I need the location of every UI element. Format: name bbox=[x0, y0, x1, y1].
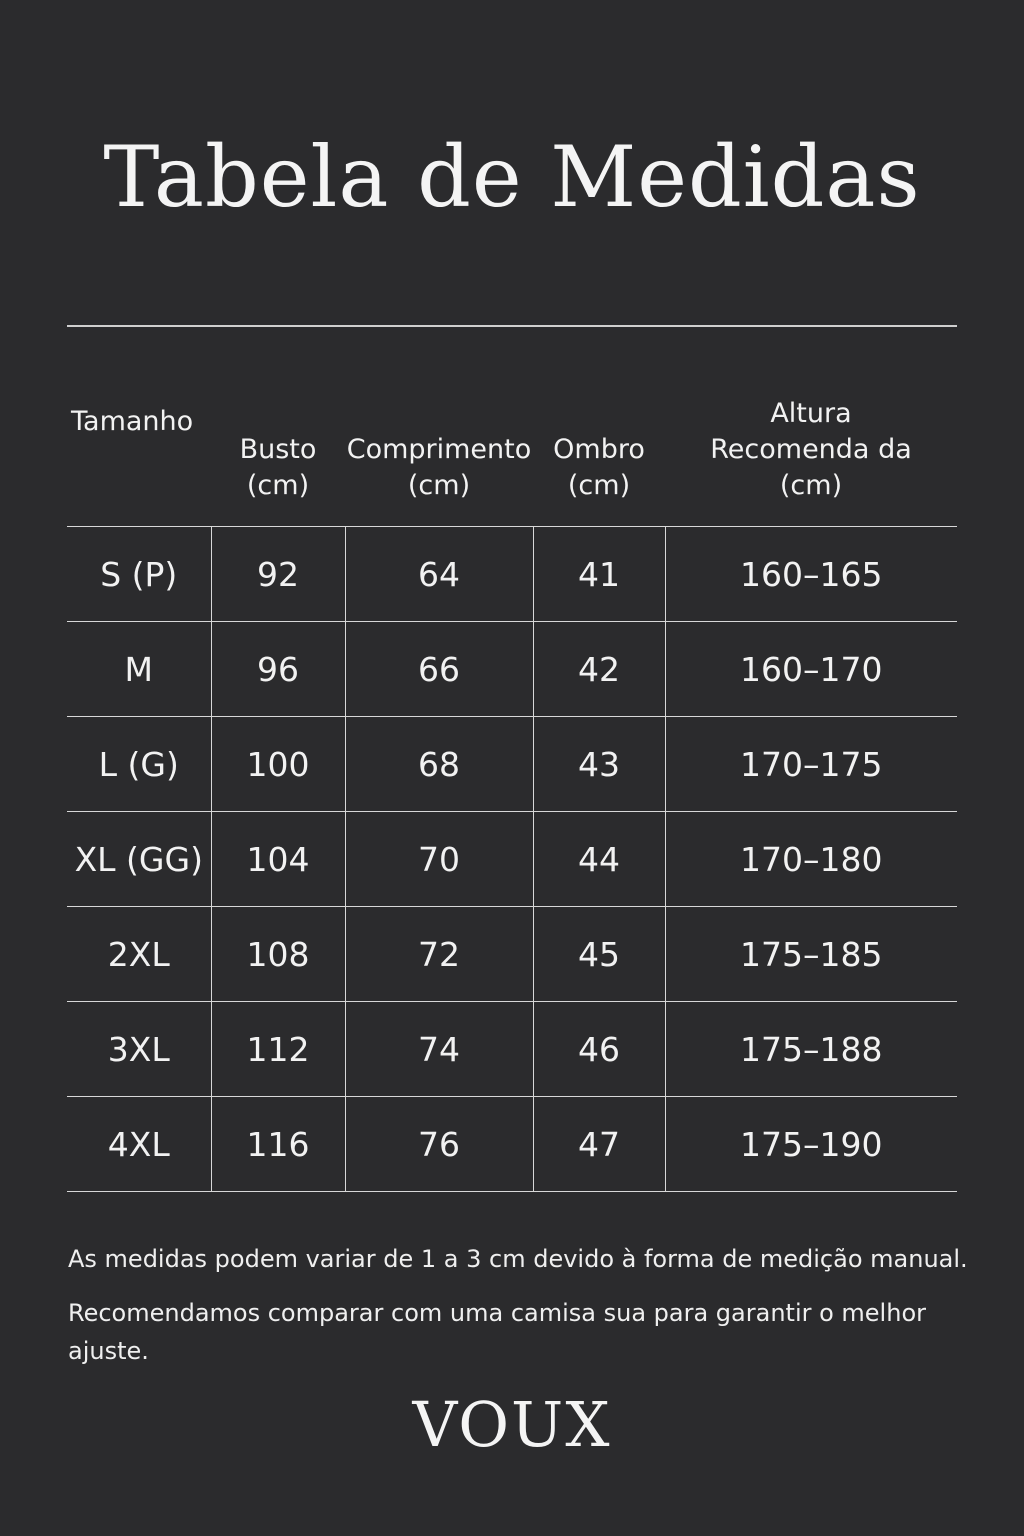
cell-size: 2XL bbox=[67, 907, 211, 1002]
cell-ombro: 45 bbox=[533, 907, 665, 1002]
table-row bbox=[67, 717, 957, 812]
cell-busto: 100 bbox=[211, 717, 345, 812]
cell-altura: 175–185 bbox=[665, 907, 957, 1002]
header-line: Altura bbox=[770, 398, 852, 429]
header-line: Comprimento bbox=[346, 434, 532, 465]
table-row bbox=[67, 527, 957, 622]
cell-comprimento: 66 bbox=[345, 622, 533, 717]
header-line: Ombro bbox=[553, 434, 645, 465]
header-busto bbox=[211, 360, 345, 527]
table-row bbox=[67, 1002, 957, 1097]
header-line: Busto bbox=[239, 434, 317, 465]
cell-altura: 175–188 bbox=[665, 1002, 957, 1097]
cell-ombro: 43 bbox=[533, 717, 665, 812]
cell-comprimento: 68 bbox=[345, 717, 533, 812]
header-line: Tamanho bbox=[71, 406, 194, 437]
title-divider bbox=[67, 325, 957, 327]
header-unit: (cm) bbox=[779, 470, 843, 501]
table-header-row bbox=[67, 360, 957, 527]
size-table bbox=[67, 360, 957, 1192]
cell-comprimento: 74 bbox=[345, 1002, 533, 1097]
cell-busto: 96 bbox=[211, 622, 345, 717]
header-tamanho bbox=[67, 360, 211, 527]
cell-altura: 170–180 bbox=[665, 812, 957, 907]
header-ombro bbox=[533, 360, 665, 527]
brand-logo: VOUX bbox=[412, 1388, 612, 1461]
cell-ombro: 44 bbox=[533, 812, 665, 907]
header-unit: (cm) bbox=[407, 470, 471, 501]
cell-busto: 104 bbox=[211, 812, 345, 907]
cell-busto: 92 bbox=[211, 527, 345, 622]
cell-ombro: 42 bbox=[533, 622, 665, 717]
table-row bbox=[67, 812, 957, 907]
cell-comprimento: 76 bbox=[345, 1097, 533, 1192]
cell-size: L (G) bbox=[67, 717, 211, 812]
cell-altura: 160–170 bbox=[665, 622, 957, 717]
cell-altura: 160–165 bbox=[665, 527, 957, 622]
header-line: Recomenda da bbox=[710, 434, 912, 465]
header-altura bbox=[665, 360, 957, 527]
measurement-note: As medidas podem variar de 1 a 3 cm devido à forma de medição manual. bbox=[68, 1245, 968, 1273]
cell-comprimento: 72 bbox=[345, 907, 533, 1002]
cell-ombro: 41 bbox=[533, 527, 665, 622]
cell-comprimento: 70 bbox=[345, 812, 533, 907]
cell-comprimento: 64 bbox=[345, 527, 533, 622]
fit-recommendation-note: Recomendamos comparar com uma camisa sua para garantir o melhor ajuste. bbox=[68, 1299, 926, 1365]
table-row bbox=[67, 622, 957, 717]
page-title: Tabela de Medidas bbox=[103, 128, 921, 226]
header-comprimento bbox=[345, 360, 533, 527]
cell-size: M bbox=[67, 622, 211, 717]
cell-ombro: 46 bbox=[533, 1002, 665, 1097]
cell-altura: 170–175 bbox=[665, 717, 957, 812]
header-unit: (cm) bbox=[246, 470, 310, 501]
cell-busto: 108 bbox=[211, 907, 345, 1002]
table-row bbox=[67, 1097, 957, 1192]
table-row bbox=[67, 907, 957, 1002]
cell-size: 3XL bbox=[67, 1002, 211, 1097]
cell-altura: 175–190 bbox=[665, 1097, 957, 1192]
cell-busto: 116 bbox=[211, 1097, 345, 1192]
header-unit: (cm) bbox=[567, 470, 631, 501]
cell-ombro: 47 bbox=[533, 1097, 665, 1192]
cell-size: S (P) bbox=[67, 527, 211, 622]
cell-size: XL (GG) bbox=[67, 812, 211, 907]
cell-busto: 112 bbox=[211, 1002, 345, 1097]
cell-size: 4XL bbox=[67, 1097, 211, 1192]
